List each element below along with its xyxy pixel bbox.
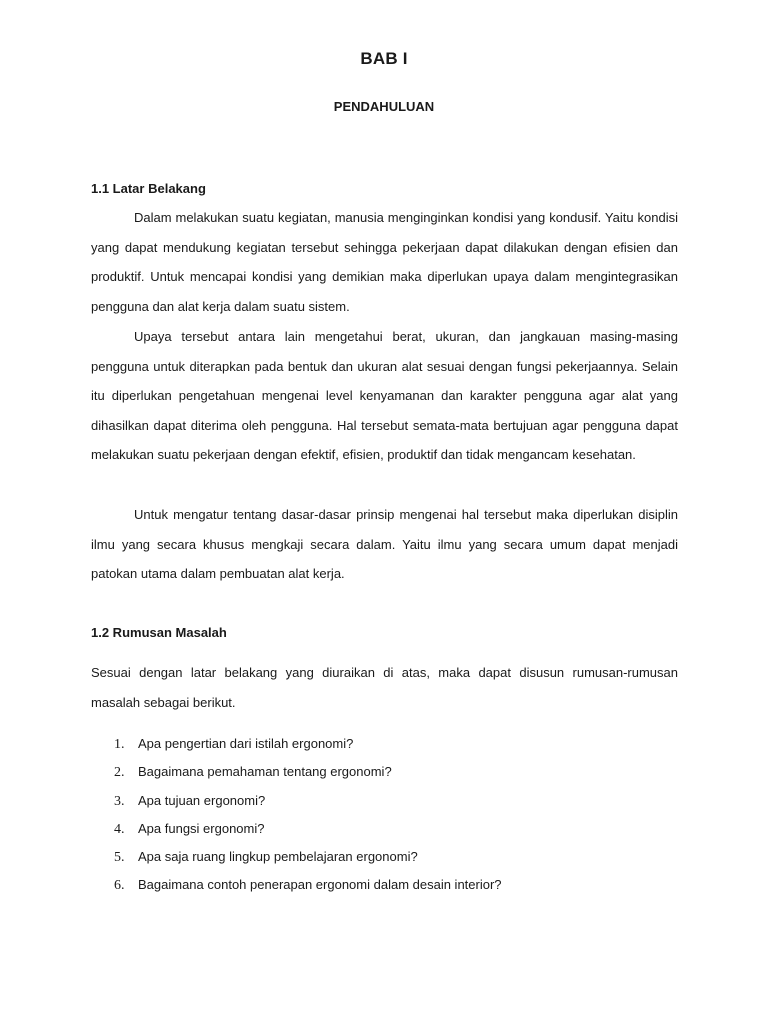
list-number: 6. [114, 878, 125, 894]
list-item [91, 758, 502, 786]
rumusan-list [91, 730, 502, 900]
paragraph-3: Untuk mengatur tentang dasar-dasar prinsip mengenai hal tersebut maka diperlukan disiplin ilmu yang secara khusus mengkaji secara dalam. Yaitu ilmu yang secara umum dapat menjadi patokan utama dalam pembuatan alat kerja. [91, 507, 678, 582]
list-number: 4. [114, 821, 125, 837]
list-item-text: Apa fungsi ergonomi? [138, 820, 265, 836]
list-item [91, 730, 502, 758]
list-number: 5. [114, 850, 125, 866]
list-number: 3. [114, 793, 125, 809]
section-heading-latar-belakang: 1.1 Latar Belakang [91, 181, 206, 196]
list-item [91, 815, 502, 843]
chapter-subtitle: PENDAHULUAN [333, 99, 435, 114]
paragraph-1: Dalam melakukan suatu kegiatan, manusia menginginkan kondisi yang kondusif. Yaitu kondisi yang dapat mendukung kegiatan tersebut sehingga pekerjaan dapat dilakukan dengan efisien dan produktif. Untuk mencapai kondisi yang demikian maka diperlukan upaya dalam mengintegrasikan pengguna dan alat kerja dalam suatu sistem. [91, 210, 678, 314]
list-item-text: Apa pengertian dari istilah ergonomi? [138, 736, 354, 751]
list-item-text: Bagaimana contoh penerapan ergonomi dalam desain interior? [138, 877, 502, 893]
list-item-text: Bagaimana pemahaman tentang ergonomi? [138, 764, 392, 780]
section-heading-rumusan-masalah: 1.2 Rumusan Masalah [91, 625, 227, 640]
list-item-text: Apa saja ruang lingkup pembelajaran ergonomi? [138, 849, 418, 865]
list-item-text: Apa tujuan ergonomi? [138, 792, 266, 808]
list-number: 1. [114, 737, 125, 752]
chapter-title: BAB I [360, 49, 408, 68]
rumusan-intro-paragraph: Sesuai dengan latar belakang yang diuraikan di atas, maka dapat disusun rumusan-rumusan masalah sebagai berikut. [91, 665, 678, 710]
list-item [91, 843, 502, 871]
list-number: 2. [114, 765, 125, 781]
paragraph-2: Upaya tersebut antara lain mengetahui berat, ukuran, dan jangkauan masing-masing pengguna untuk diterapkan pada bentuk dan ukuran alat sesuai dengan fungsi pekerjaannya. Selain itu diperlukan pengetahuan mengenai level kenyamanan dan karakter pengguna agar alat yang dihasilkan dapat diterima oleh pengguna. Hal tersebut semata-mata bertujuan agar pengguna dapat melakukan suatu pekerjaan dengan efektif, efisien, produktif dan tidak mengancam kesehatan. [91, 329, 678, 463]
list-item [91, 787, 502, 815]
list-item [91, 871, 502, 899]
